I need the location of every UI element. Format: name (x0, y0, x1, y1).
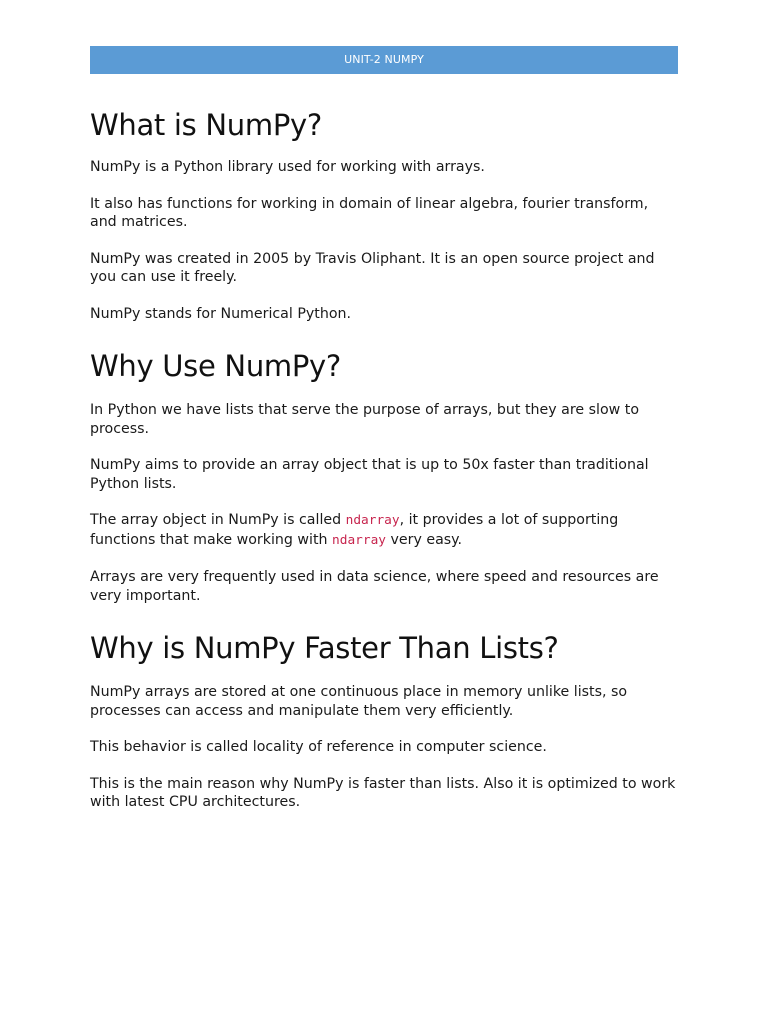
paragraph: It also has functions for working in domain of linear algebra, fourier transform, and matrices. (90, 195, 649, 230)
ndarray-paragraph (90, 511, 678, 550)
text-span: The array object in NumPy is called (90, 512, 346, 528)
heading-why-use-numpy: Why Use NumPy? (90, 349, 341, 383)
heading-why-numpy-faster: Why is NumPy Faster Than Lists? (90, 631, 559, 665)
unit-header-label: UNIT-2 NUMPY (344, 53, 424, 66)
paragraph: In Python we have lists that serve the purpose of arrays, but they are slow to process. (90, 402, 640, 437)
inline-code-ndarray: ndarray (345, 513, 400, 528)
paragraph: NumPy arrays are stored at one continuous place in memory unlike lists, so processes can access and manipulate them very efficiently. (90, 684, 628, 719)
unit-header-bar (90, 46, 678, 74)
text-span: very easy. (385, 531, 463, 548)
paragraph: NumPy stands for Numerical Python. (90, 305, 352, 322)
paragraph: NumPy is a Python library used for working with arrays. (90, 159, 485, 175)
paragraph: Arrays are very frequently used in data science, where speed and resources are very important. (90, 569, 659, 604)
document-content (90, 100, 678, 830)
inline-code-ndarray: ndarray (332, 532, 386, 548)
paragraph: This behavior is called locality of reference in computer science. (90, 739, 547, 755)
paragraph: NumPy aims to provide an array object that is up to 50x faster than traditional Python lists. (90, 457, 649, 492)
heading-what-is-numpy: What is NumPy? (90, 108, 322, 142)
paragraph: NumPy was created in 2005 by Travis Oliphant. It is an open source project and you can use it freely. (90, 250, 655, 285)
text-span: , it provides a lot of supporting functions that make working with (90, 512, 619, 548)
paragraph: This is the main reason why NumPy is faster than lists. Also it is optimized to work with latest CPU architectures. (90, 775, 676, 810)
